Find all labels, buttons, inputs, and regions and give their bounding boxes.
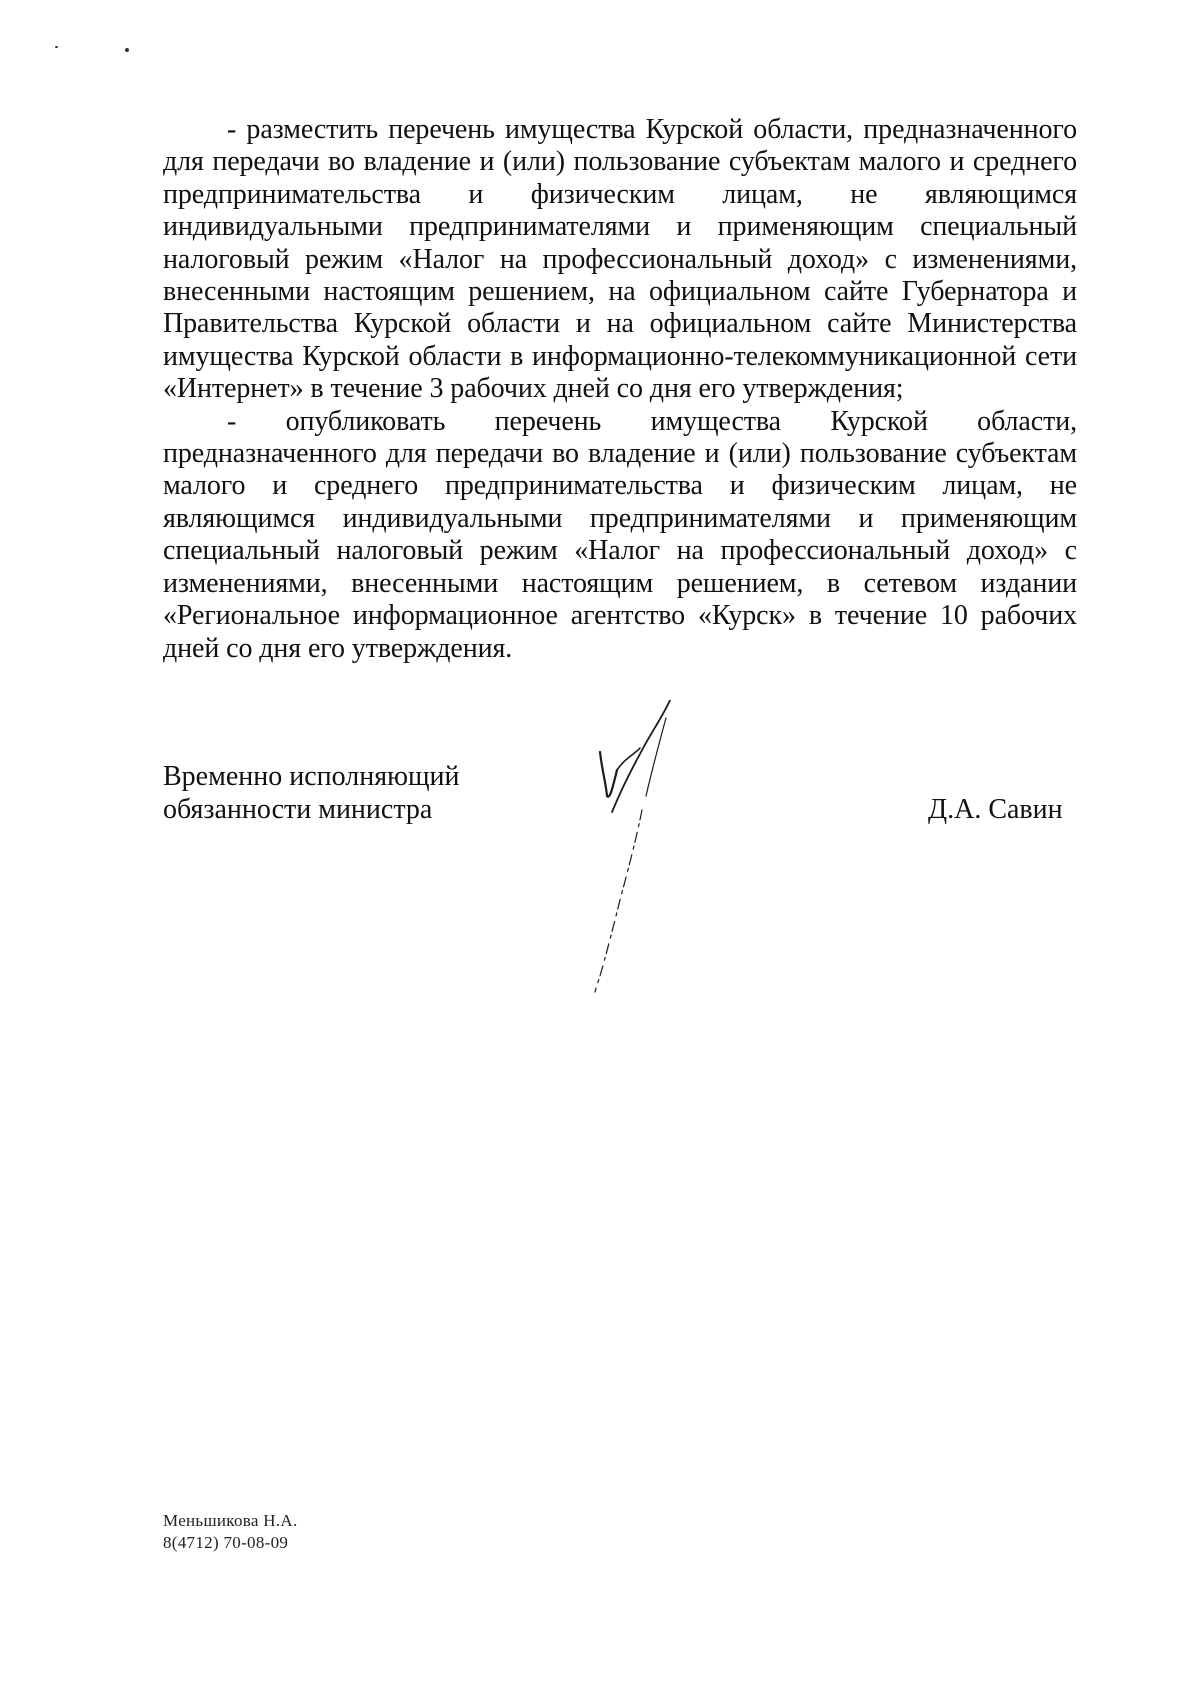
signatory-name: Д.А. Савин bbox=[928, 794, 1063, 825]
signature-stroke bbox=[595, 810, 642, 992]
signature-stroke bbox=[612, 700, 670, 812]
signatory-position bbox=[163, 760, 460, 826]
signature-stroke bbox=[646, 718, 666, 796]
scan-speck bbox=[55, 46, 58, 48]
paragraph-publish-in-news-agency: - опубликовать перечень имущества Курской области, предназначенного для передачи во владение и (или) пользование субъектам малого и среднего предпринимательства и физическим лицам, не являющимся индивидуальными предпринимателями и применяющим специальный налоговый режим «Налог на профессиональный доход» с изменениями, внесенными настоящим решением, в сетевом издании «Региональное информационное агентство «Курск» в течение 10 рабочих дней со дня его утверждения. bbox=[163, 405, 1077, 664]
executor-phone: 8(4712) 70-08-09 bbox=[163, 1533, 289, 1552]
paragraph-publish-on-websites: - разместить перечень имущества Курской области, предназначенного для передачи во владение и (или) пользование субъектам малого и среднего предпринимательства и физическим лицам, не являющимся индивидуальными предпринимателями и применяющим специальный налоговый режим «Налог на профессиональный доход» с изменениями, внесенными настоящим решением, на официальном сайте Губернатора и Правительства Курской области и на официальном сайте Министерства имущества Курской области в информационно-телекоммуникационной сети «Интернет» в течение 3 рабочих дней со дня его утверждения; bbox=[163, 114, 1077, 405]
document-body bbox=[163, 114, 1077, 665]
executor-block bbox=[163, 1510, 298, 1554]
signatory-position-line-2: обязанности министра bbox=[163, 794, 433, 825]
handwritten-signature bbox=[580, 700, 730, 1020]
signatory-position-line-1: Временно исполняющий bbox=[163, 761, 460, 792]
executor-name: Меньшикова Н.А. bbox=[163, 1511, 298, 1530]
scan-speck bbox=[125, 48, 129, 52]
signature-stroke bbox=[600, 752, 617, 797]
